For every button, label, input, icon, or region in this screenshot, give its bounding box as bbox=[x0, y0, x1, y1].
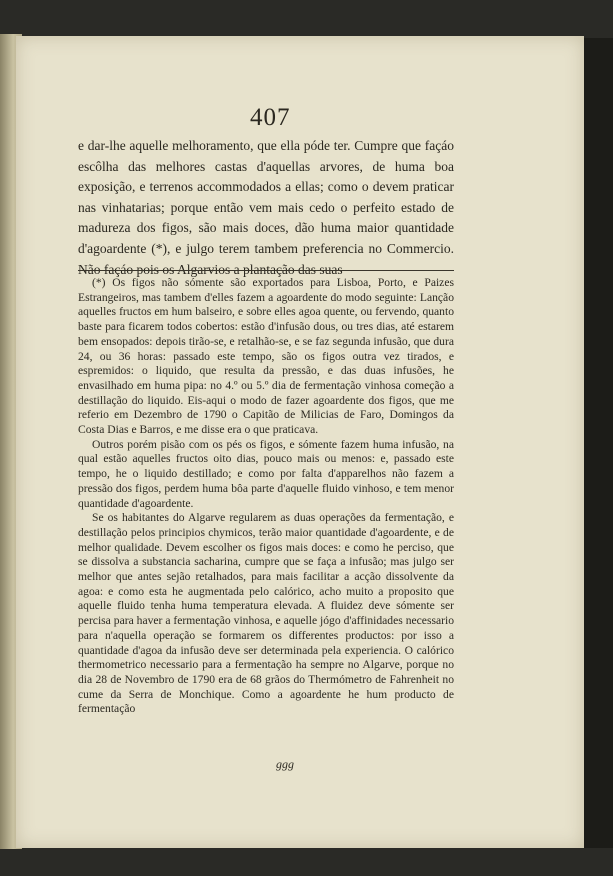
page-number: 407 bbox=[250, 104, 291, 131]
footnote-block bbox=[78, 276, 454, 717]
footnote-paragraph: Outros porém pisão com os pés os figos, e sómente fazem huma infusão, na qual estão aquelles fructos oito dias, pouco mais ou menos: e, passado este tempo, he o liquido destillado; e como por falta d'apparelhos não fazem a pressão dos figos, perdem huma bôa parte d'aquelle fluido vinhoso, e tem menor quantidade d'agoardente. bbox=[78, 437, 454, 510]
main-paragraph: e dar-lhe aquelle melhoramento, que ella póde ter. Cumpre que façáo escôlha das melhores castas d'aquellas arvores, de huma boa exposição, e terrenos accommodados a ellas; como o devem praticar nas vinhatarias; porque então vem mais cedo o perfeito estado de madureza dos figos, são mais doces, dão huma maior quantidade d'agoardente (*), e julgo terem tambem preferencia no Commercio. Não façáo pois os Algarvios a plantação das suas bbox=[78, 138, 454, 277]
footnote-paragraph: (*) Os figos não sómente são exportados para Lisboa, Porto, e Paizes Estrangeiros, mas tambem d'elles fazem a agoardente do modo seguinte: Lanção aquelles fructos em hum balseiro, e sobre elles agoa quente, ou fervendo, quanto baste para ficarem todos cobertos: estão d'infusão dous, ou tres dias, até estarem bem ensopados: depois tirão-se, e retalhão-se, e se faz segunda infusão, que dura 24, ou 36 horas: passado este tempo, são os figos outra vez tirados, e espremidos: o liquido, que resulta da pressão, e das duas infusões, he envasilhado em huma pipa: no 4.º ou 5.º dia de fermentação vinhosa começão a destillação do liquido. Eis-aqui o modo de fazer agoardente dos figos, que me referio em Dezembro de 1790 o Capitão de Milicias de Faro, Domingos da Costa Dias e Barros, e me disse era o que praticava. bbox=[78, 276, 454, 437]
book-spine-shadow bbox=[584, 38, 613, 848]
main-text bbox=[78, 136, 454, 280]
catchword: ggg bbox=[276, 757, 294, 771]
footnote-divider bbox=[78, 270, 454, 271]
footnote-paragraph: Se os habitantes do Algarve regularem as duas operações da fermentação, e destillação pelos principios chymicos, terão maior quantidade d'agoardente, e de melhor qualidade. Devem escolher os figos mais doces: e como he perciso, que se dissolva a substancia sacharina, cumpre que se faça a infusão; mas julgo ser melhor que antes sejão retalhados, para mais facilitar a acção dissolvente da agoa: e como esta he augmentada pelo calórico, acho muito a proposito que aquelle fluido tenha huma temperatura elevada. A fluidez deve sómente ser percisa para haver a fermentação vinhosa, e aquelle jógo d'affinidades necessario para n'aquella operação se formarem os differentes productos: por isso a quantidade d'agoa da infusão deve ser determinada pela experiencia. O calórico thermometrico necessario para a fermentação ha sempre no Algarve, porque no dia 28 de Novembro de 1790 era de 68 grãos do Thermómetro de Fahrenheit no cume da Serra de Monchique. Como a agoardente he hum producto de fermentação bbox=[78, 511, 454, 716]
